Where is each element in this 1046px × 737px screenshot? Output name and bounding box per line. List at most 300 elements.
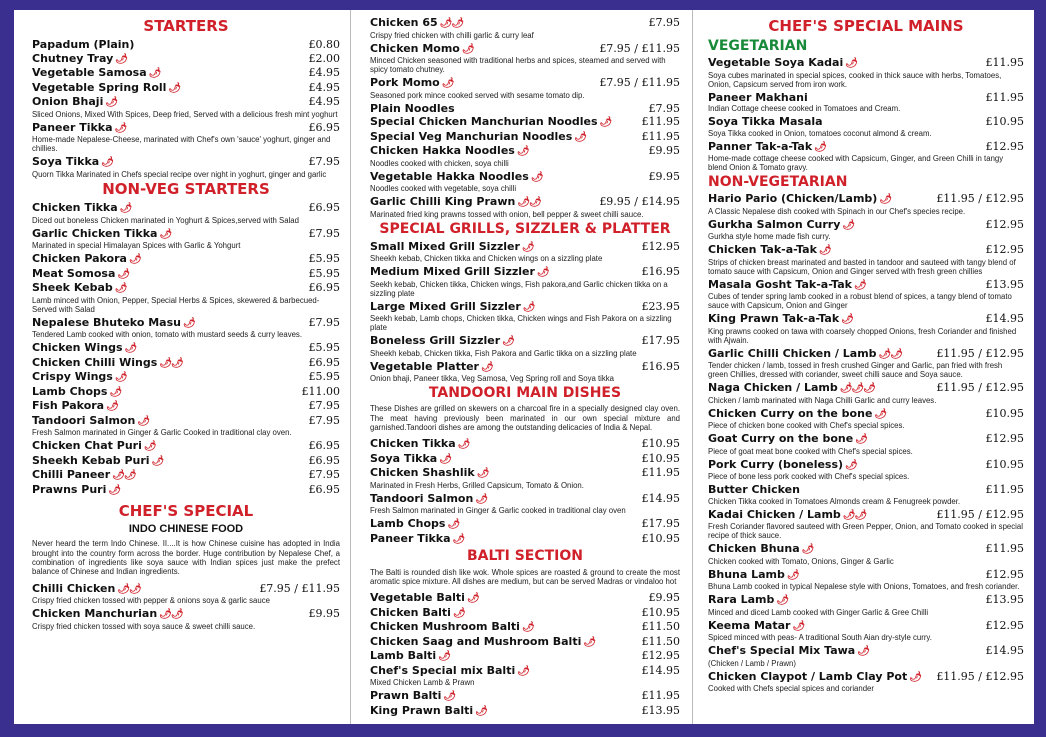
menu-item-description: Piece of chicken bone cooked with Chef's special spices. [708, 421, 905, 431]
chili-icon: 🌶 [475, 705, 487, 717]
menu-item-name: Paneer Tikka [32, 120, 113, 134]
chili-icon: 🌶 [143, 441, 156, 452]
menu-item-name: Chicken Chat Puri [32, 439, 142, 452]
menu-item-name: Sheek Kebab [32, 281, 113, 294]
menu-item-name: Gurkha Salmon Curry [708, 217, 841, 231]
menu-item-price: £11.95 [641, 689, 680, 703]
menu-item-price: £11.95 [985, 483, 1024, 497]
menu-item-name: Butter Chicken [708, 483, 800, 497]
chili-icon: 🌶 [109, 386, 122, 398]
menu-item-name: Chicken 65 [370, 16, 438, 29]
menu-item-price: £4.95 [308, 80, 340, 94]
menu-item-price: £12.95 [985, 432, 1024, 446]
chili-icon: 🌶 [599, 117, 612, 128]
menu-item [32, 439, 340, 454]
menu-item [708, 91, 1024, 105]
menu-item-price: £13.95 [985, 593, 1024, 607]
menu-item-price: £6.95 [308, 120, 340, 134]
chili-icon: 🌶 [114, 372, 127, 383]
menu-item-name: Fish Pakora [32, 399, 105, 412]
menu-item-description: Marinated in special Himalayan Spices with Garlic & Yohgurt [32, 241, 241, 250]
menu-item-name: Vegetable Spring Roll [32, 80, 167, 94]
menu-item-price: £11.95 [985, 542, 1024, 556]
menu-item-description: Home-made Nepalese-Cheese, marinated with Chef's own 'sauce' yoghurt, ginger and chillies. [32, 135, 331, 154]
chili-icon: 🌶🌶 [159, 357, 183, 369]
menu-item [708, 278, 1024, 293]
menu-item [32, 252, 340, 267]
menu-item-price: £11.95 / £12.95 [936, 192, 1024, 206]
menu-item [370, 664, 680, 679]
menu-item [370, 704, 680, 719]
menu-item-name: Small Mixed Grill Sizzler [370, 239, 520, 253]
menu-item [32, 454, 340, 469]
menu-item [370, 334, 680, 349]
menu-item-description: Tendered Lamb cooked with onion, tomato with mustard seeds & curry leaves. [32, 330, 302, 339]
menu-item-name: Meat Somosa [32, 266, 116, 280]
menu-item-price: £7.95 [308, 315, 340, 329]
chili-icon: 🌶 [855, 434, 867, 446]
chili-icon: 🌶 [476, 468, 489, 480]
menu-item-description: Crispy fried chicken tossed with soya sauce & sweet chilli sauce. [32, 621, 256, 631]
menu-item-price: £6.95 [308, 355, 340, 369]
chili-icon: 🌶 [452, 607, 465, 619]
menu-item-name: Panner Tak-a-Tak [708, 139, 813, 153]
menu-item-name: Soya Tikka Masala [708, 115, 823, 129]
menu-item [32, 281, 340, 296]
menu-item-price: £6.95 [308, 482, 340, 496]
chili-icon: 🌶🌶 [112, 470, 136, 481]
menu-item-description: Chicken cooked with Tomato, Onions, Ginger & Garlic [708, 556, 894, 566]
menu-item-price: £14.95 [641, 663, 680, 677]
menu-item-price: £11.95 / £12.95 [936, 346, 1024, 360]
menu-item-description: Indian Cottage cheese cooked in Tomatoes and Cream. [708, 104, 901, 114]
menu-item [370, 115, 680, 130]
menu-item-name: Plain Noodles [370, 101, 455, 115]
chili-icon: 🌶 [115, 53, 127, 65]
menu-item-name: Large Mixed Grill Sizzler [370, 299, 521, 313]
chili-icon: 🌶 [148, 68, 161, 80]
menu-item-description: Mixed Chicken Lamb & Prawn [370, 678, 475, 688]
menu-item [370, 635, 680, 650]
menu-item-price: £7.95 [308, 399, 340, 412]
menu-item-price: £7.95 [308, 155, 340, 169]
menu-item-name: Boneless Grill Sizzler [370, 334, 501, 348]
menu-item-description: (Chicken / Lamb / Prawn) [708, 658, 796, 668]
menu-item-name: Chicken Shashlik [370, 466, 475, 480]
menu-item [370, 102, 680, 116]
menu-item-description: Home-made cottage cheese cooked with Capsicum, Ginger, and Green Chilli in tangy blend Onion & Tomato gravy. [708, 154, 1004, 173]
menu-item-price: £13.95 [641, 703, 680, 717]
menu-item-name: Garlic Chicken Tikka [32, 226, 158, 240]
menu-item [32, 341, 340, 356]
menu-item [370, 606, 680, 621]
menu-item-name: Chicken Mushroom Balti [370, 620, 520, 634]
menu-item-price: £9.95 [648, 169, 680, 183]
chili-icon: 🌶 [857, 646, 869, 658]
menu-item-price: £11.95 [641, 466, 680, 480]
menu-item-name: Vegetable Hakka Noodles [370, 169, 529, 183]
chili-icon: 🌶 [792, 620, 805, 632]
chili-icon: 🌶 [105, 97, 118, 109]
menu-item-name: Hario Pario (Chicken/Lamb) [708, 192, 878, 206]
menu-item-price: £5.95 [308, 341, 340, 354]
menu-item-description: Seasoned pork mince cooked served with sesame tomato dip. [370, 90, 585, 100]
menu-item-price: £5.95 [308, 370, 340, 383]
menu-item-name: Special Veg Manchurian Noodles [370, 129, 573, 143]
menu-item-price: £5.95 [308, 252, 340, 265]
menu-item-name: Garlic Chilli Chicken / Lamb [708, 346, 877, 360]
menu-item-name: King Prawn Balti [370, 703, 474, 717]
menu-item-name: Pork Curry (boneless) [708, 457, 844, 471]
menu-item-name: Goat Curry on the bone [708, 432, 854, 446]
menu-item [370, 16, 680, 31]
menu-item-price: £12.95 [641, 239, 680, 253]
menu-item-name: Chicken Balti [370, 605, 451, 619]
column-1 [14, 10, 351, 724]
chili-icon: 🌶 [522, 301, 535, 313]
menu-item-name: Sheekh Kebab Puri [32, 453, 150, 467]
menu-item-price: £7.95 [308, 468, 340, 481]
menu-item-price: £7.95 [648, 16, 680, 29]
chili-icon: 🌶 [874, 408, 887, 420]
menu-item-name: Chicken Tak-a-Tak [708, 243, 817, 257]
menu-item-price: £2.00 [308, 51, 340, 65]
menu-item [370, 689, 680, 704]
menu-item-name: King Prawn Tak-a-Tak [708, 312, 840, 326]
menu-item-name: Soya Tikka [370, 451, 438, 465]
chili-icon: 🌶 [438, 651, 450, 663]
menu-item [32, 385, 340, 400]
menu-item-price: £16.95 [641, 359, 680, 373]
menu-item [370, 591, 680, 606]
menu-item-description: Marinated in Fresh Herbs, Grilled Capsicum, Tomato & Onion. [370, 480, 584, 490]
menu-item-description: Seekh kebab, Chicken tikka, Chicken wings, Fish pakora,and Garlic chicken tikka on a sizzling plate [370, 279, 668, 298]
menu-item-price: £10.95 [641, 451, 680, 465]
menu-item-name: Vegetable Samosa [32, 66, 147, 80]
menu-item-price: £12.95 [985, 567, 1024, 581]
menu-item [708, 312, 1024, 327]
chili-icon: 🌶 [521, 241, 534, 253]
chili-icon: 🌶 [457, 439, 470, 451]
section-title-non-vegetarian: NON-VEGETARIAN [708, 174, 848, 191]
menu-item-price: £11.50 [641, 620, 680, 634]
menu-item [370, 130, 680, 145]
menu-item-name: Chicken Saag and Mushroom Balti [370, 634, 582, 648]
menu-item [32, 414, 340, 429]
menu-item [370, 300, 680, 315]
chili-icon: 🌶 [786, 569, 799, 581]
menu-item-price: £11.95 / £12.95 [936, 381, 1024, 395]
menu-item-price: £11.00 [301, 384, 340, 398]
menu-item [32, 201, 340, 216]
indo-chinese-intro: Never heard the term Indo Chinese. II....It is how Chinese cuisine has adopted in India brought into the country form across the border. Huge contribution by Nepalese Chef, a combination of ingredients like soya sauce with Indian spices just make the prefect balance of Chinese and Indian ingredients. [32, 539, 340, 577]
menu-item-price: £16.95 [641, 265, 680, 279]
menu-item-price: £13.95 [985, 277, 1024, 291]
menu-item [370, 649, 680, 664]
menu-item-name: Soya Tikka [32, 155, 100, 169]
menu-item [708, 56, 1024, 71]
menu-item-price: £7.95 [308, 413, 340, 427]
menu-item [32, 95, 340, 110]
chili-icon: 🌶 [114, 122, 127, 134]
chili-icon: 🌶 [776, 595, 789, 607]
menu-item-name: Vegetable Platter [370, 359, 479, 373]
chili-icon: 🌶🌶 [117, 583, 141, 595]
menu-item-name: Chicken Manchurian [32, 607, 158, 621]
menu-item [32, 52, 340, 67]
menu-item-name: Bhuna Lamb [708, 567, 785, 581]
menu-item-name: Chicken Curry on the bone [708, 406, 873, 420]
menu-item-price: £4.95 [308, 66, 340, 80]
menu-item-description: Sheekh kebab, Chicken tikka and Chicken wings on a sizzling plate [370, 254, 603, 264]
chili-icon: 🌶 [818, 245, 831, 257]
menu-item-name: Paneer Makhani [708, 90, 808, 104]
menu-item-description: A Classic Nepalese dish cooked with Spinach in our Chef's species recipe. [708, 206, 966, 216]
chili-icon: 🌶 [151, 455, 164, 467]
menu-item [708, 381, 1024, 396]
menu-item-name: Tandoori Salmon [370, 491, 474, 505]
chili-icon: 🌶 [814, 141, 826, 153]
menu-item-description: Bhuna Lamb cooked in typical Nepalese style with Onions, Tomatoes, and fresh coriander. [708, 582, 1020, 592]
chili-icon: 🌶 [841, 314, 853, 326]
menu-item [708, 115, 1024, 129]
menu-item-description: Lamb minced with Onion, Pepper, Special Herbs & Spices, skewered & barbecued-Served with Salad [32, 295, 320, 314]
menu-item [708, 243, 1024, 258]
section-title-nonveg-starters: NON-VEG STARTERS [102, 179, 270, 198]
chili-icon: 🌶🌶 [842, 509, 867, 521]
chili-icon: 🌶 [182, 317, 195, 329]
chili-icon: 🌶 [521, 622, 534, 634]
menu-item-price: £23.95 [641, 299, 680, 313]
menu-item-name: Keema Matar [708, 618, 791, 632]
menu-item-name: Naga Chicken / Lamb [708, 381, 838, 395]
menu-item-price: £6.95 [308, 453, 340, 467]
chili-icon: 🌶 [447, 519, 460, 531]
menu-item-name: Onion Bhaji [32, 95, 104, 109]
menu-item-name: Chef's Special mix Balti [370, 663, 516, 677]
menu-item-price: £10.95 [641, 605, 680, 619]
menu-item [32, 483, 340, 498]
menu-item-description: Minced Chicken seasoned with traditional herbs and spices, steamed and served with spicy tomato chutney. [370, 56, 666, 74]
menu-item [708, 593, 1024, 608]
menu-item-description: Onion bhaji, Paneer tikka, Veg Samosa, Veg Spring roll and Soya tikka [370, 374, 615, 384]
menu-item [370, 42, 680, 57]
chili-icon: 🌶 [854, 279, 866, 291]
menu-item-name: Chicken Hakka Noodles [370, 144, 515, 157]
chili-icon: 🌶 [845, 459, 857, 471]
menu-item-name: Chicken Claypot / Lamb Clay Pot [708, 669, 908, 683]
chili-icon: 🌶 [461, 43, 474, 55]
menu-item-price: £10.95 [985, 406, 1024, 420]
chili-icon: 🌶 [168, 82, 181, 94]
menu-item [370, 620, 680, 635]
menu-item-price: £11.95 [641, 115, 680, 128]
menu-item-price: £11.95 / £12.95 [936, 669, 1024, 683]
chili-icon: 🌶 [119, 203, 132, 214]
column-3 [698, 10, 1034, 724]
menu-item-name: Masala Gosht Tak-a-Tak [708, 277, 852, 291]
menu-item [708, 140, 1024, 155]
menu-item-price: £11.95 [985, 90, 1024, 104]
chili-icon: 🌶 [583, 636, 596, 648]
menu-item [708, 619, 1024, 634]
menu-item-price: £9.95 [308, 607, 340, 621]
chili-icon: 🌶 [114, 283, 127, 294]
non-vegetarian-list [708, 192, 1024, 693]
menu-item-price: £7.95 [308, 226, 340, 240]
menu-item-description: Sheekh kebab, Chicken tikka, Fish Pakora and Garlic tikka on a sizzling plate [370, 348, 637, 358]
menu-item-name: Crispy Wings [32, 370, 113, 383]
balti-intro: The Balti is rounded dish like wok. Whole spices are roasted & ground to create the most aromatic spice mixture. All dishes are medium, but can be served Madras or vindaloo hot [370, 567, 680, 586]
chili-icon: 🌶 [128, 254, 141, 265]
menu-item-description: Gurkha style home made fish curry. [708, 232, 831, 242]
menu-item-description: Chicken Tikka cooked in Tomatoes Almonds cream & Fenugreek powder. [708, 496, 961, 506]
menu-item-name: Nepalese Bhuteko Masu [32, 315, 181, 329]
menu-item-price: £0.80 [308, 38, 340, 52]
chili-icon: 🌶 [443, 691, 456, 703]
menu-item-name: Chicken Tikka [370, 437, 456, 451]
menu-item-name: Chicken Wings [32, 341, 123, 354]
menu-item-name: Chef's Special Mix Tawa [708, 644, 856, 658]
menu-item-description: Noodles cooked with chicken, soya chilli [370, 158, 509, 168]
menu-item [370, 452, 680, 467]
menu-item-price: £14.95 [985, 312, 1024, 326]
menu-item [708, 508, 1024, 523]
chili-icon: 🌶🌶 [159, 609, 183, 621]
section-title-chefs-mains: CHEF'S SPECIAL MAINS [768, 17, 964, 35]
menu-item-description: Sliced Onions, Mixed With Spices, Deep fried, Served with a delicious fresh mint yoghurt [32, 109, 338, 119]
menu-item-price: £17.95 [641, 334, 680, 348]
menu-item [32, 399, 340, 414]
chili-icon: 🌶🌶 [439, 18, 464, 29]
menu-item-description: Cubes of tender spring lamb cooked in a robust blend of spices, a tangy blend of tomato sauce with Capsicum, Onion and Ginger [708, 292, 1012, 311]
menu-item-price: £6.95 [308, 281, 340, 294]
menu-item-name: Prawns Puri [32, 482, 107, 496]
menu-item [32, 81, 340, 96]
menu-item-name: Chilli Chicken [32, 581, 116, 595]
menu-item-price: £17.95 [641, 517, 680, 531]
starters-list [32, 38, 340, 179]
menu-item-name: Chicken Bhuna [708, 542, 800, 556]
chili-icon: 🌶 [101, 157, 113, 169]
menu-item-name: Vegetable Balti [370, 591, 465, 605]
menu-item [370, 360, 680, 375]
menu-item [370, 532, 680, 547]
menu-item-description: Piece of goat meat bone cooked with Chef's special spices. [708, 446, 913, 456]
balti-list [370, 591, 680, 718]
tandoori-intro: These Dishes are grilled on skewers on a charcoal fire in a specially designed clay oven. The meat having previously been marinated in our own special mixture and garnished.Tandoori dishes are among the outstanding delicacies of India & Nepal. [370, 404, 680, 432]
menu-item-name: Tandoori Salmon [32, 413, 136, 427]
menu-item [370, 466, 680, 481]
chili-icon: 🌶 [159, 228, 172, 240]
menu-item-price: £12.95 [985, 217, 1024, 231]
menu-item-description: Chicken / lamb marinated with Naga Chilli Garlic and curry leaves. [708, 395, 937, 405]
section-title-balti: BALTI SECTION [466, 548, 584, 565]
chili-icon: 🌶 [909, 671, 921, 683]
menu-item [32, 468, 340, 483]
section-title-tandoori: TANDOORI MAIN DISHES [428, 385, 622, 402]
column-2 [356, 10, 693, 724]
menu-item-name: Papadum (Plain) [32, 38, 135, 52]
menu-item [32, 121, 340, 136]
menu-item-description: Seekh kebab, Lamb chops, Chicken tikka, Chicken wings and Fish Pakora on a sizzling plate [370, 314, 672, 333]
chili-icon: 🌶 [517, 665, 529, 677]
menu-item-price: £11.50 [641, 634, 680, 648]
menu-item-price: £12.95 [985, 243, 1024, 257]
indo-chinese-list [32, 582, 340, 631]
menu-item [32, 155, 340, 170]
menu-item-price: £7.95 / £11.95 [599, 76, 680, 89]
vegetarian-list [708, 56, 1024, 172]
chili-icon: 🌶 [530, 171, 543, 183]
menu-item [708, 458, 1024, 473]
menu-item [708, 670, 1024, 685]
menu-item [370, 492, 680, 507]
menu-item-price: £11.95 [985, 56, 1024, 70]
menu-item [370, 76, 680, 91]
menu-item [32, 267, 340, 282]
menu-page [14, 10, 1034, 724]
menu-item-price: £12.95 [985, 618, 1024, 632]
chili-icon: 🌶 [879, 194, 892, 206]
menu-item [370, 144, 680, 159]
chili-icon: 🌶 [536, 267, 549, 279]
menu-item-name: Special Chicken Manchurian Noodles [370, 115, 598, 128]
chili-icon: 🌶 [466, 593, 479, 605]
menu-item-description: Crispy fried chicken tossed with pepper & onions soya & garlic sauce [32, 596, 270, 606]
menu-item [370, 437, 680, 452]
menu-item-price: £10.95 [985, 457, 1024, 471]
chili-icon: 🌶 [441, 78, 454, 89]
menu-item-name: Chicken Pakora [32, 252, 127, 265]
chili-icon: 🌶 [106, 401, 118, 412]
menu-item-name: Medium Mixed Grill Sizzler [370, 265, 535, 279]
chili-icon: 🌶🌶🌶 [839, 383, 875, 395]
section-title-chefs-special: CHEF'S SPECIAL [118, 502, 254, 520]
menu-item [32, 370, 340, 385]
menu-item-description: Tender chicken / lamb, tossed in fresh crushed Ginger and Garlic, pan fried with fresh green Chillies, dressed with coriander, sweet chilli sauce and Soya sauce. [708, 361, 1003, 380]
menu-item-price: £9.95 / £14.95 [599, 195, 680, 208]
indo-chinese-cont-list [370, 16, 680, 219]
menu-item [32, 607, 340, 622]
chili-icon: 🌶 [117, 268, 130, 280]
tandoori-list [370, 437, 680, 546]
menu-item-name: Vegetable Soya Kadai [708, 56, 844, 70]
menu-item-price: £7.95 / £11.95 [259, 581, 340, 595]
menu-item [32, 582, 340, 597]
menu-item-price: £7.95 [648, 101, 680, 115]
menu-item-name: Garlic Chilli King Prawn [370, 195, 516, 208]
nonveg-starters-list [32, 201, 340, 497]
menu-item-name: Prawn Balti [370, 689, 442, 703]
section-title-grills: SPECIAL GRILLS, SIZZLER & PLATTER [379, 220, 671, 237]
menu-item [370, 517, 680, 532]
menu-item-price: £5.95 [308, 266, 340, 280]
menu-item-name: Chicken Momo [370, 41, 460, 55]
chili-icon: 🌶 [801, 544, 814, 556]
menu-item-description: Quorn Tikka Marinated in Chefs special recipe over night in yoghurt, ginger and garlic [32, 169, 327, 179]
menu-item-price: £14.95 [641, 491, 680, 505]
menu-item [32, 38, 340, 52]
chili-icon: 🌶 [124, 343, 137, 354]
chili-icon: 🌶 [842, 219, 855, 231]
chili-icon: 🌶 [845, 58, 857, 70]
menu-item-name: Paneer Tikka [370, 531, 451, 545]
menu-item-description: King prawns cooked on tawa with coarsely chopped Onions, fresh Coriander and finished with Ajwain. [708, 326, 1017, 345]
chili-icon: 🌶🌶 [878, 348, 902, 360]
menu-item [370, 170, 680, 185]
menu-item-name: Pork Momo [370, 76, 440, 89]
